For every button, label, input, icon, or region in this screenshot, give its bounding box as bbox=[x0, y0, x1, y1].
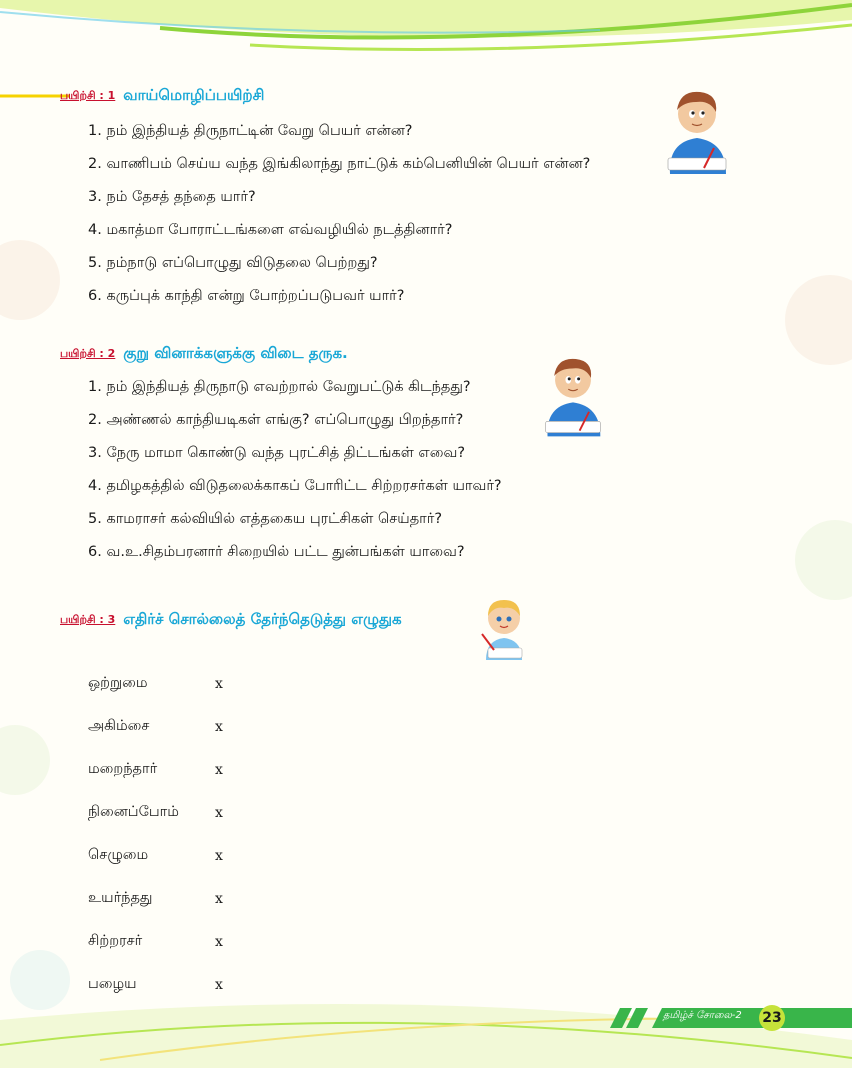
question-number: 3. bbox=[88, 189, 102, 205]
question-number: 4. bbox=[88, 222, 102, 238]
x-mark: x bbox=[215, 890, 223, 907]
word-row bbox=[88, 791, 223, 834]
word: ஒற்றுமை bbox=[88, 674, 148, 691]
question-item bbox=[88, 148, 590, 181]
question-number: 2. bbox=[88, 156, 102, 172]
word: நினைப்போம் bbox=[88, 803, 179, 820]
question-item bbox=[88, 503, 502, 536]
question-text: வ.உ.சிதம்பரனார் சிறையில் பட்ட துன்பங்கள் யாவை? bbox=[106, 544, 465, 560]
question-item bbox=[88, 247, 590, 280]
question-item bbox=[88, 536, 502, 569]
question-text: நம்நாடு எப்பொழுது விடுதலை பெற்றது? bbox=[106, 255, 378, 271]
question-item bbox=[88, 470, 502, 503]
exercise-1-header bbox=[60, 86, 264, 106]
thinking-boy-illustration bbox=[540, 349, 606, 437]
question-item bbox=[88, 371, 502, 404]
x-mark: x bbox=[215, 804, 223, 821]
question-number: 5. bbox=[88, 255, 102, 271]
word-row bbox=[88, 705, 223, 748]
page-number: 23 bbox=[759, 1005, 785, 1031]
question-number: 5. bbox=[88, 511, 102, 527]
writing-child-illustration bbox=[474, 594, 534, 662]
word-row bbox=[88, 834, 223, 877]
word: மறைந்தார் bbox=[88, 760, 158, 777]
question-number: 3. bbox=[88, 445, 102, 461]
x-mark: x bbox=[215, 675, 223, 692]
question-number: 4. bbox=[88, 478, 102, 494]
exercise-3-label: பயிற்சி : 3 bbox=[60, 612, 116, 626]
word: சிற்றரசர் bbox=[88, 932, 143, 949]
x-mark: x bbox=[215, 976, 223, 993]
question-number: 6. bbox=[88, 288, 102, 304]
word: பழைய bbox=[88, 975, 137, 992]
exercise-1-questions bbox=[88, 115, 590, 313]
question-item bbox=[88, 437, 502, 470]
exercise-3-header bbox=[60, 610, 402, 630]
question-text: அண்ணல் காந்தியடிகள் எங்கு? எப்பொழுது பிறந்தார்? bbox=[106, 412, 464, 428]
book-title: தமிழ்ச் சோலை-2 bbox=[663, 1010, 742, 1021]
word: அகிம்சை bbox=[88, 717, 150, 734]
x-mark: x bbox=[215, 761, 223, 778]
page-footer bbox=[610, 1008, 852, 1028]
question-text: நம் இந்தியத் திருநாடு எவற்றால் வேறுபட்டுக் கிடந்தது? bbox=[106, 379, 471, 395]
exercise-2-title: குறு வினாக்களுக்கு விடை தருக. bbox=[123, 344, 348, 362]
question-text: நேரு மாமா கொண்டு வந்த புரட்சித் திட்டங்கள் எவை? bbox=[106, 445, 466, 461]
exercise-2-header bbox=[60, 344, 348, 364]
exercise-3-title: எதிர்ச் சொல்லைத் தேர்ந்தெடுத்து எழுதுக bbox=[123, 610, 402, 628]
question-item bbox=[88, 115, 590, 148]
exercise-2-questions bbox=[88, 371, 502, 569]
word: செழுமை bbox=[88, 846, 149, 863]
question-text: மகாத்மா போராட்டங்களை எவ்வழியில் நடத்தினார்? bbox=[106, 222, 453, 238]
antonym-word-list bbox=[88, 662, 223, 1006]
question-item bbox=[88, 214, 590, 247]
word-row bbox=[88, 963, 223, 1006]
exercise-1-title: வாய்மொழிப்பயிற்சி bbox=[123, 86, 265, 104]
x-mark: x bbox=[215, 847, 223, 864]
question-text: தமிழகத்தில் விடுதலைக்காகப் போரிட்ட சிற்றரசர்கள் யாவர்? bbox=[106, 478, 502, 494]
word-row bbox=[88, 662, 223, 705]
word-row bbox=[88, 748, 223, 791]
x-mark: x bbox=[215, 933, 223, 950]
question-text: வாணிபம் செய்ய வந்த இங்கிலாந்து நாட்டுக் கம்பெனியின் பெயர் என்ன? bbox=[106, 156, 591, 172]
question-number: 1. bbox=[88, 123, 102, 139]
exercise-2-label: பயிற்சி : 2 bbox=[60, 346, 116, 360]
question-item bbox=[88, 404, 502, 437]
question-text: கருப்புக் காந்தி என்று போற்றப்படுபவர் யார்? bbox=[106, 288, 405, 304]
thinking-boy-illustration bbox=[662, 82, 732, 174]
question-item bbox=[88, 280, 590, 313]
exercise-1-label: பயிற்சி : 1 bbox=[60, 88, 116, 102]
x-mark: x bbox=[215, 718, 223, 735]
question-number: 6. bbox=[88, 544, 102, 560]
word-row bbox=[88, 877, 223, 920]
question-number: 1. bbox=[88, 379, 102, 395]
question-text: நம் இந்தியத் திருநாட்டின் வேறு பெயர் என்ன? bbox=[106, 123, 413, 139]
question-text: நம் தேசத் தந்தை யார்? bbox=[106, 189, 256, 205]
question-number: 2. bbox=[88, 412, 102, 428]
question-item bbox=[88, 181, 590, 214]
word: உயர்ந்தது bbox=[88, 889, 153, 906]
question-text: காமராசர் கல்வியில் எத்தகைய புரட்சிகள் செய்தார்? bbox=[106, 511, 443, 527]
word-row bbox=[88, 920, 223, 963]
